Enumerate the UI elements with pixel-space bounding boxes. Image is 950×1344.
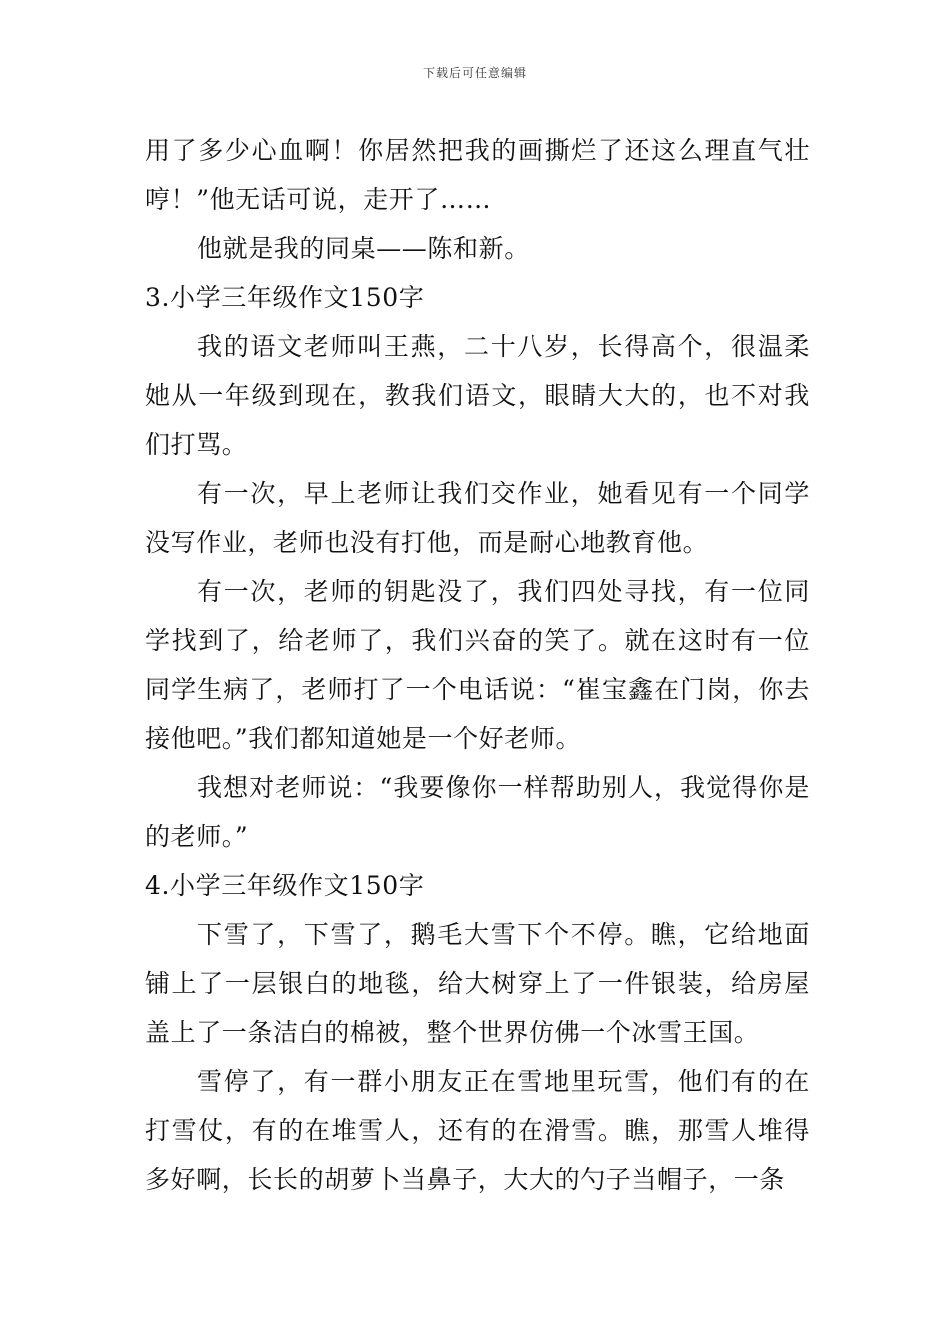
paragraph: 有一次，老师的钥匙没了，我们四处寻找，有一位同学找到了，给老师了，我们兴奋的笑了。就在这时有一位同学生病了，老师打了一个电话说：“崔宝鑫在门岗，你去接他吧。”我们都知道她是一个好老师。 — [145, 577, 810, 753]
paragraph: 雪停了，有一群小朋友正在雪地里玩雪，他们有的在打雪仗，有的在堆雪人，还有的在滑雪。瞧，那雪人堆得多好啊，长长的胡萝卜当鼻子，大大的勺子当帽子，一条 — [145, 1067, 810, 1194]
section-heading-4: 4.小学三年级作文150字 — [145, 871, 425, 900]
paragraph: 我的语文老师叫王燕，二十八岁，长得高个，很温柔她从一年级到现在，教我们语文，眼睛大大的，也不对我们打骂。 — [145, 332, 810, 459]
document-body — [145, 126, 810, 1204]
paragraph: 有一次，早上老师让我们交作业，她看见有一个同学没写作业，老师也没有打他，而是耐心地教育他。 — [145, 479, 810, 557]
section-heading-3: 3.小学三年级作文150字 — [145, 283, 425, 312]
paragraph-continued: 用了多少心血啊！你居然把我的画撕烂了还这么理直气壮哼！”他无话可说，走开了…… — [145, 136, 810, 214]
paragraph: 我想对老师说：“我要像你一样帮助别人，我觉得你是的老师。” — [145, 773, 810, 851]
page-header-note: 下载后可任意编辑 — [422, 66, 527, 80]
paragraph: 下雪了，下雪了，鹅毛大雪下个不停。瞧，它给地面铺上了一层银白的地毯，给大树穿上了一件银装，给房屋盖上了一条洁白的棉被，整个世界仿佛一个冰雪王国。 — [145, 920, 810, 1047]
paragraph: 他就是我的同桌——陈和新。 — [197, 234, 530, 263]
